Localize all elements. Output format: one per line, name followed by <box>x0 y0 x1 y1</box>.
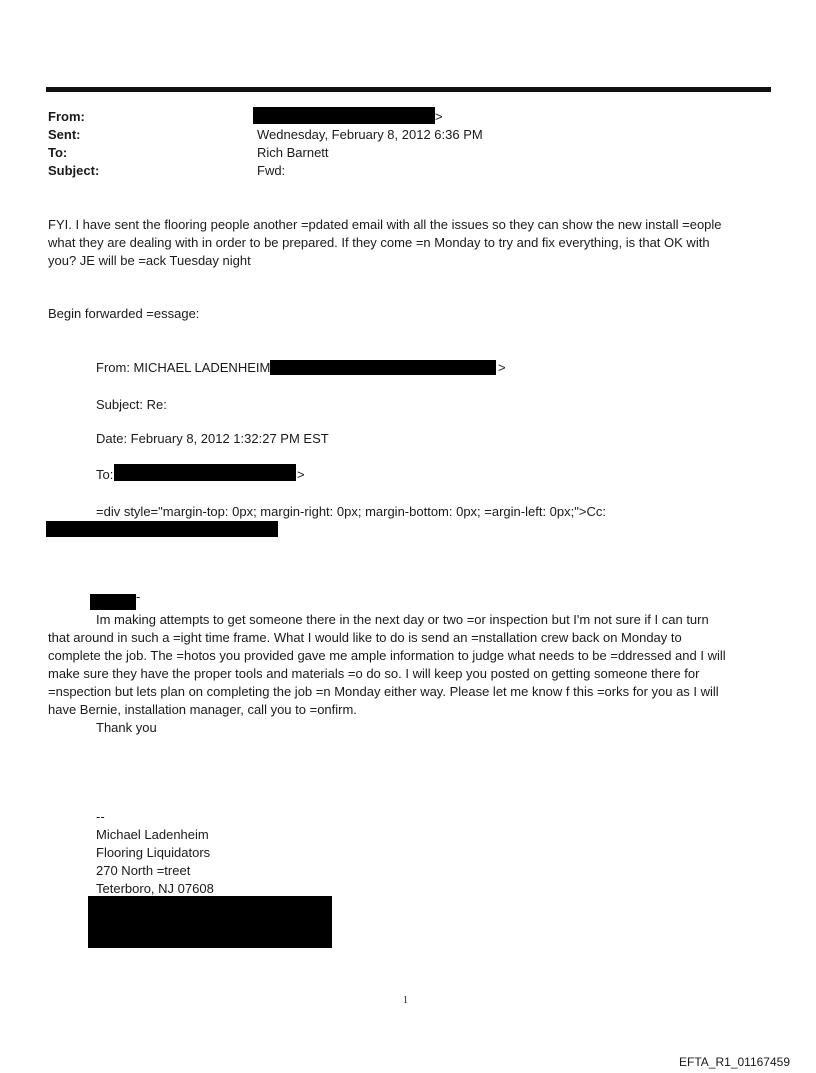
fwd-to-label: To: <box>96 467 114 482</box>
message-line-2: that around in such a =ight time frame. What I would like to do is send an =nstallation crew back on Monday to <box>48 630 682 645</box>
signature-dashes: -- <box>96 809 105 824</box>
redaction-cc <box>46 521 278 537</box>
greeting-suffix: - <box>136 589 141 604</box>
intro-line-1: FYI. I have sent the flooring people another =pdated email with all the issues so they can show the new install =eople <box>48 217 722 232</box>
message-line-4: make sure they have the proper tools and materials =o do so. I will keep you posted on getting someone there for <box>48 666 700 681</box>
redaction-from-address <box>253 107 435 124</box>
fwd-from-suffix: > <box>498 360 506 375</box>
redaction-greeting <box>90 594 136 610</box>
from-label: From: <box>48 109 85 124</box>
begin-forwarded: Begin forwarded =essage: <box>48 306 200 321</box>
sent-label: Sent: <box>48 127 81 142</box>
header-divider <box>46 87 771 92</box>
subject-label: Subject: <box>48 163 100 178</box>
message-line-5: =nspection but lets plan on completing the job =n Monday either way. Please let me know f this =orks for you as I will <box>48 684 719 699</box>
signature-street: 270 North =treet <box>96 863 191 878</box>
fwd-div-line: =div style="margin-top: 0px; margin-right: 0px; margin-bottom: 0px; =argin-left: 0px;">Cc: <box>96 504 606 519</box>
bates-number: EFTA_R1_01167459 <box>679 1055 790 1069</box>
signature-company: Flooring Liquidators <box>96 845 211 860</box>
fwd-date: Date: February 8, 2012 1:32:27 PM EST <box>96 431 329 446</box>
thank-you: Thank you <box>96 720 157 735</box>
to-label: To: <box>48 145 68 160</box>
message-line-6: have Bernie, installation manager, call you to =onfirm. <box>48 702 357 717</box>
subject-value: Fwd: <box>257 163 286 178</box>
message-line-3: complete the job. The =hotos you provided gave me ample information to judge what needs to be =ddressed and I will <box>48 648 726 663</box>
sent-value: Wednesday, February 8, 2012 6:36 PM <box>257 127 483 142</box>
intro-line-3: you? JE will be =ack Tuesday night <box>48 253 251 268</box>
redaction-fwd-from <box>270 360 496 375</box>
redaction-signature-contact <box>88 896 332 948</box>
page-number: 1 <box>403 995 408 1006</box>
signature-name: Michael Ladenheim <box>96 827 209 842</box>
fwd-from: From: MICHAEL LADENHEIM <box>96 360 271 375</box>
message-line-1: Im making attempts to get someone there in the next day or two =or inspection but I'm not sure if I can turn <box>96 612 709 627</box>
redaction-fwd-to <box>114 464 296 481</box>
to-value: Rich Barnett <box>257 145 329 160</box>
intro-line-2: what they are dealing with in order to be prepared. If they come =n Monday to try and fix everything, is that OK with <box>48 235 710 250</box>
fwd-subject: Subject: Re: <box>96 397 167 412</box>
signature-city: Teterboro, NJ 07608 <box>96 881 214 896</box>
fwd-to-suffix: > <box>297 467 305 482</box>
from-suffix: > <box>435 109 443 124</box>
